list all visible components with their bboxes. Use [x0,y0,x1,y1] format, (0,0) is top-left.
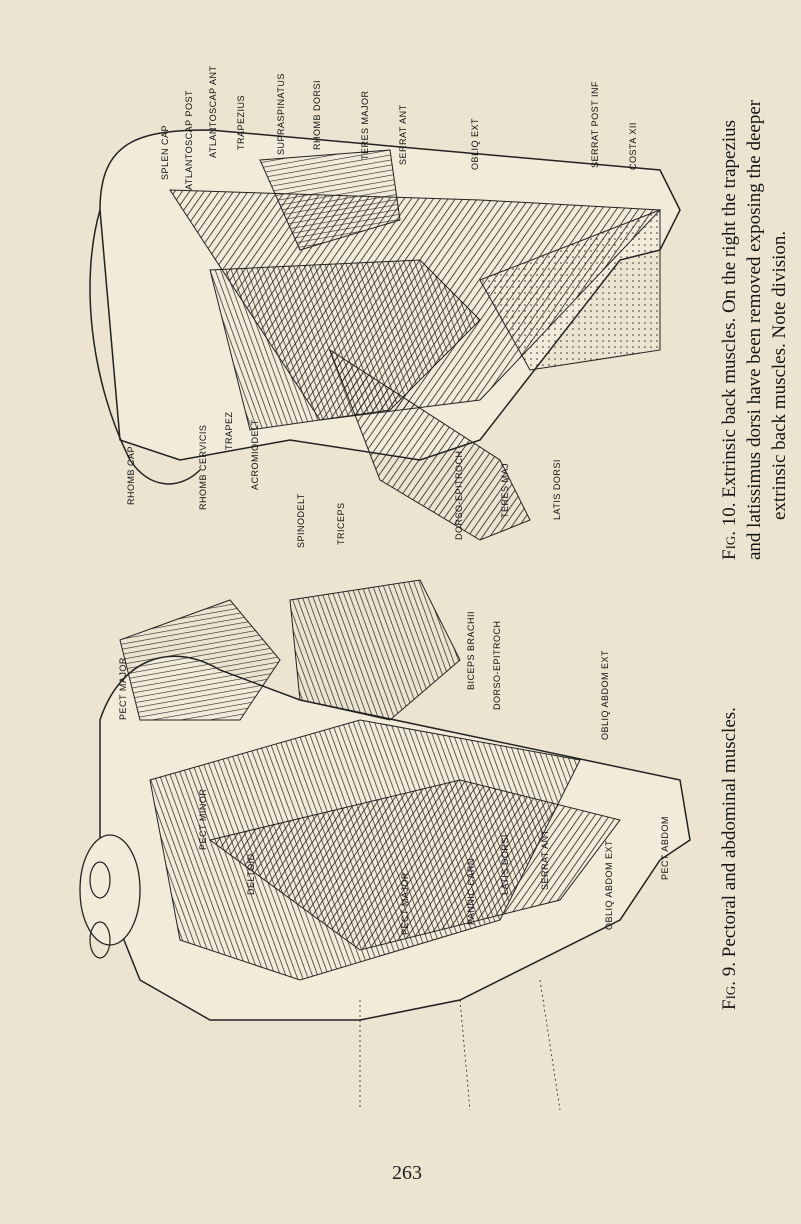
figure-9-label: Fig. 9. [719,961,740,1010]
label-pect-major-bottom: PECT MAJOR [400,872,410,935]
label-dorso-epitroch-9: DORSO-EPITROCH [492,620,502,710]
label-teres-major: TERES MAJOR [360,90,370,160]
label-spinodelt: SPINODELT [296,493,306,548]
label-pect-minor: PECT MINOR [198,788,208,850]
label-deltoid: DELTOID [246,853,256,895]
page-number: 263 [392,1162,422,1184]
figure-9-drawing [80,580,690,1110]
label-pect-major-top: PECT MAJOR [118,657,128,720]
label-costa-xii: COSTA XII [628,122,638,170]
label-triceps: TRICEPS [336,502,346,545]
figure-10-caption-line-2: and latissimus dorsi have been removed exposing the deeper [744,99,765,560]
label-rhomb-cervicis: RHOMB CERVICIS [198,424,208,510]
label-atlantoscap-post: ATLANTOSCAP POST [184,89,194,190]
label-serrat-post-inf: SERRAT POST INF [590,80,600,168]
label-serrat-ant-9: SERRAT ANT [540,829,550,890]
label-pannic-carn: PANNIC CARN [466,858,476,925]
label-obliq-ext: OBLIQ EXT [470,117,480,170]
figure-10-caption-line-1 [718,120,742,560]
figure-9-caption [718,707,742,1010]
label-biceps-brachii: BICEPS BRACHII [466,610,476,690]
label-obliq-abdom-ext-top: OBLIQ ABDOM EXT [600,649,610,740]
label-supraspinatus: SUPRASPINATUS [276,73,286,155]
label-latis-dorsi-10: LATIS DORSI [552,459,562,520]
figure-10-label: Fig. 10. [719,502,740,560]
label-serrat-ant: SERRAT ANT [398,104,408,165]
label-atlantoscap-ant: ATLANTOSCAP ANT [208,65,218,158]
label-splen-cap: SPLEN CAP [160,124,170,180]
label-rhomb-dorsi: RHOMB DORSI [312,79,322,150]
label-acromiodelt: ACROMIODELT [250,419,260,490]
label-teres-maj: TERES MAJ [500,462,510,518]
label-trapez: TRAPEZ [224,411,234,450]
label-latis-dorsi-9: LATIS DORSI [500,834,510,895]
label-dorso-epitroch-10: DORSO-EPITROCH [454,450,464,540]
anatomy-engraving [60,20,700,1170]
figure-10-drawing [90,130,680,540]
figure-9-caption-line: Pectoral and abdominal muscles. [719,707,740,958]
figure-10-caption-line-3: extrinsic back muscles. Note division. [769,230,790,520]
figure-10-caption-text-1: Extrinsic back muscles. On the right the trapezius [719,119,740,498]
label-pect-abdom: PECT ABDOM [660,816,670,880]
label-obliq-abdom-ext-bottom: OBLIQ ABDOM EXT [604,839,614,930]
label-rhomb-cap: RHOMB CAP [126,445,136,505]
label-trapezius: TRAPEZIUS [236,94,246,150]
